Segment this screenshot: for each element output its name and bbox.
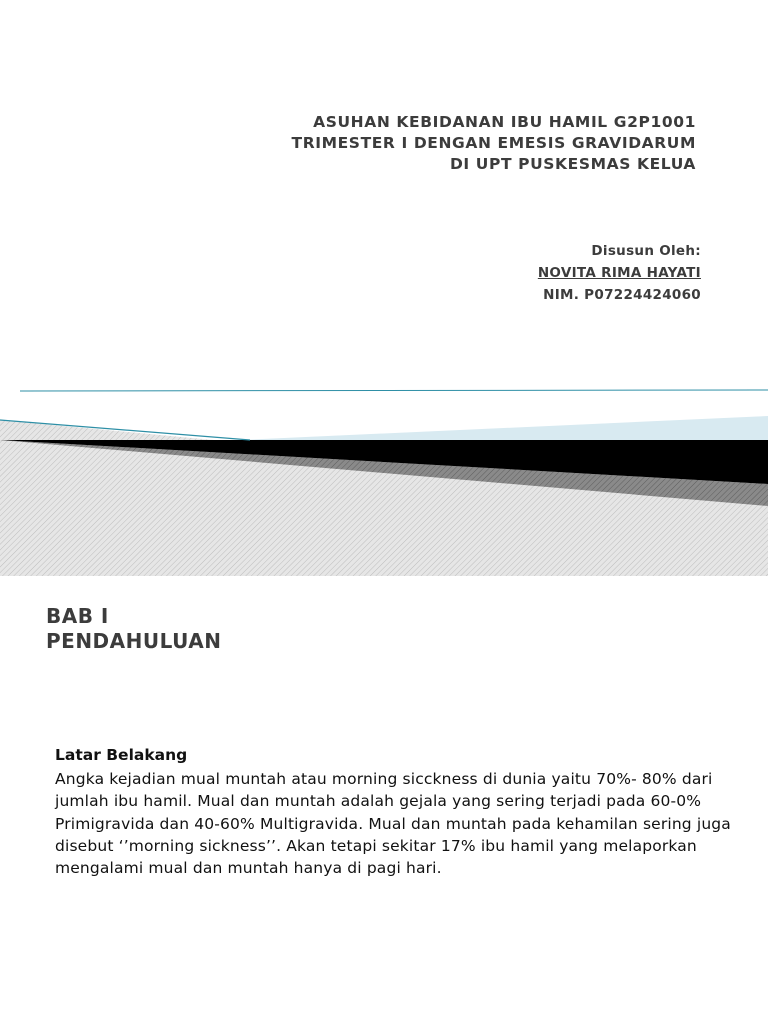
chapter-heading [46,604,222,654]
author-name: NOVITA RIMA HAYATI [537,265,701,281]
author-label: Disusun Oleh: [591,243,701,259]
title-line-3: DI UPT PUSKESMAS KELUA [449,155,696,173]
section-paragraph: Angka kejadian mual muntah atau morning sicckness di dunia yaitu 70%- 80% dari jumlah ibu hamil. Mual dan muntah adalah gejala yang sering terjadi pada 60-0% Primigravida dan 40-60% Multigravida. Mual dan muntah pada kehamilan sering juga disebut ‘’morning sickness’’. Akan tetapi sekitar 17% ibu hamil yang melaporkan mengalami mual dan muntah hanya di pagi hari. [55,770,731,878]
section-heading: Latar Belakang [55,746,188,764]
light-blue-wedge [240,416,768,440]
section-content [55,744,745,879]
title-line-2: TRIMESTER I DENGAN EMESIS GRAVIDARUM [291,134,696,152]
chapter-title: PENDAHULUAN [46,629,222,653]
decorative-band [0,380,768,580]
title-line-1: ASUHAN KEBIDANAN IBU HAMIL G2P1001 [313,113,696,131]
author-nim: NIM. P07224424060 [543,287,701,303]
chapter-number: BAB I [46,604,109,628]
accent-line [20,390,768,391]
document-title [96,112,696,175]
author-info [301,240,701,306]
